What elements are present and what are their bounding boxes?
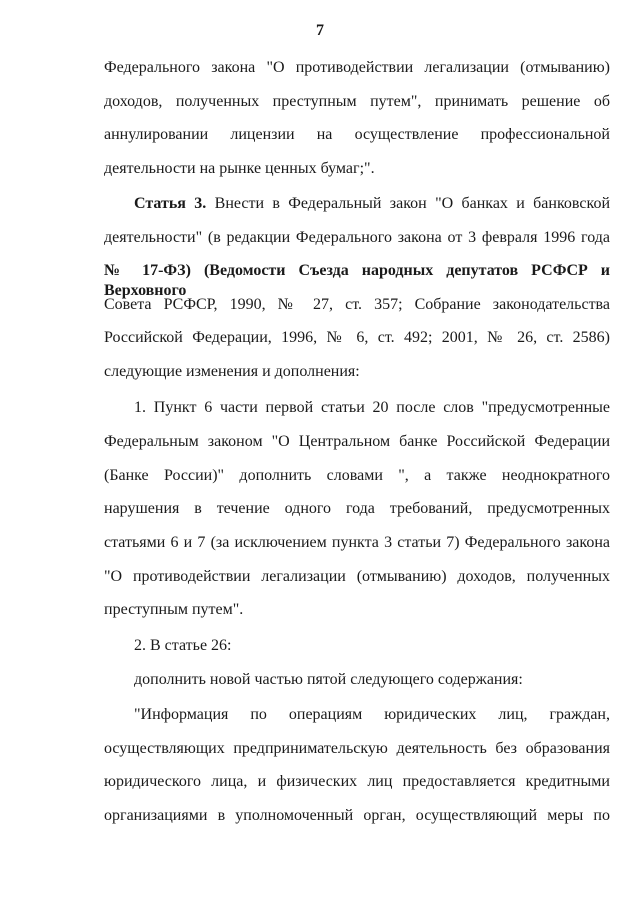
page-number: 7	[316, 22, 324, 39]
text-line: аннулировании лицензии на осуществление профессиональной	[104, 126, 610, 143]
article-heading-line	[134, 194, 610, 214]
text-line: "О противодействии легализации (отмыванию) доходов, полученных	[104, 568, 610, 585]
text-line: Совета РСФСР, 1990, № 27, ст. 357; Собрание законодательства	[104, 296, 610, 313]
text-line: нарушения в течение одного года требований, предусмотренных	[104, 500, 610, 517]
text-line: следующие изменения и дополнения:	[104, 363, 360, 380]
article-heading-text: Внести в Федеральный закон "О банках и банковской	[214, 195, 611, 212]
text-line: Федерального закона "О противодействии легализации (отмыванию)	[104, 59, 610, 76]
text-line: (Банке России)" дополнить словами ", а также неоднократного	[104, 467, 610, 484]
article-heading: Статья 3.	[134, 195, 207, 212]
text-line: преступным путем".	[104, 601, 244, 618]
text-line: статьями 6 и 7 (за исключением пункта 3 статьи 7) Федерального закона	[104, 534, 610, 551]
text-line: дополнить новой частью пятой следующего содержания:	[134, 671, 523, 688]
text-line: Российской Федерации, 1996, № 6, ст. 492; 2001, № 26, ст. 2586)	[104, 329, 610, 346]
text-line: юридического лица, и физических лиц предоставляется кредитными	[104, 773, 610, 790]
text-line: № 17-ФЗ) (Ведомости Съезда народных депутатов РСФСР и Верховного	[104, 262, 610, 299]
text-line: организациями в уполномоченный орган, осуществляющий меры по	[104, 807, 610, 824]
text-line: деятельности" (в редакции Федерального закона от 3 февраля 1996 года	[104, 229, 610, 246]
text-line: 2. В статье 26:	[134, 637, 232, 654]
text-line: "Информация по операциям юридических лиц, граждан,	[134, 706, 610, 723]
text-line: 1. Пункт 6 части первой статьи 20 после слов "предусмотренные	[134, 399, 610, 416]
text-line: доходов, полученных преступным путем", принимать решение об	[104, 93, 610, 110]
text-line: Федеральным законом "О Центральном банке Российской Федерации	[104, 433, 610, 450]
text-line: осуществляющих предпринимательскую деятельность без образования	[104, 740, 610, 757]
text-line: деятельности на рынке ценных бумаг;".	[104, 160, 375, 177]
